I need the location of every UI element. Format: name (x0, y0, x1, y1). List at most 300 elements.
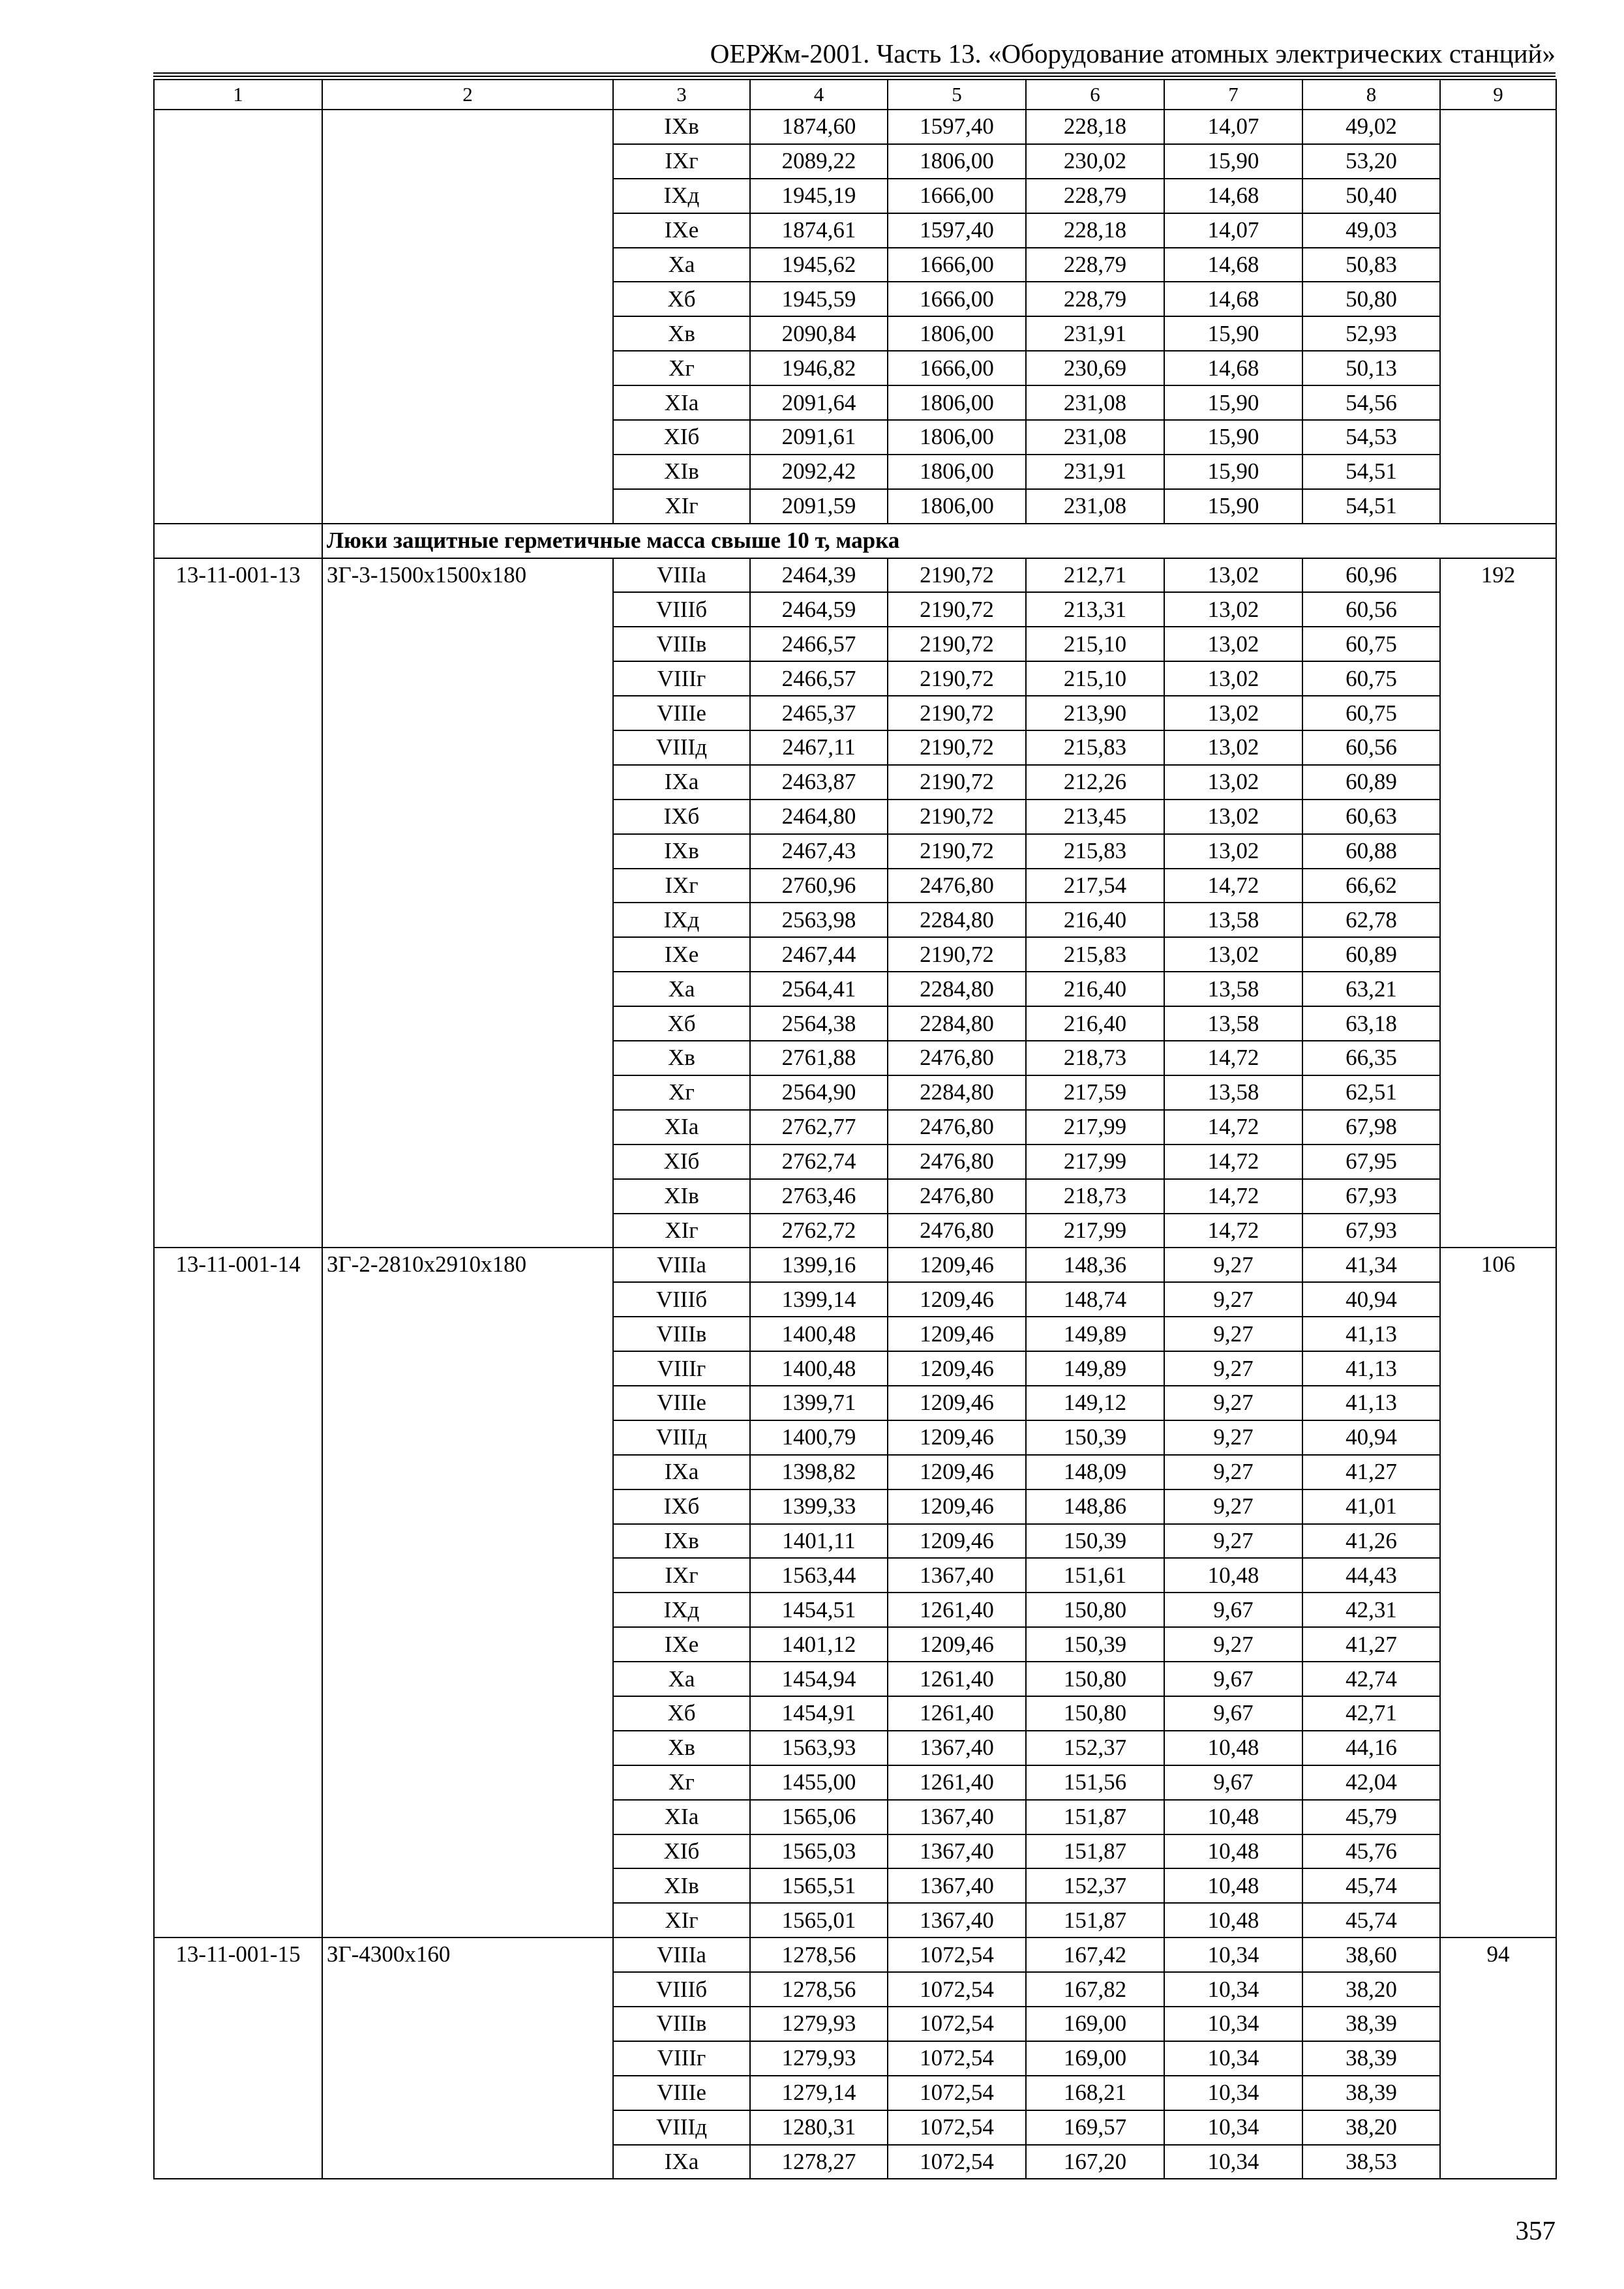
value-cell: 2760,96 (750, 869, 888, 903)
value-cell: 13,02 (1164, 558, 1302, 593)
value-cell: 13,02 (1164, 730, 1302, 765)
value-cell: 215,10 (1026, 661, 1164, 696)
value-cell: 150,80 (1026, 1662, 1164, 1696)
section-title-row (154, 524, 1556, 558)
value-cell: 1806,00 (888, 420, 1026, 455)
value-cell: 1454,51 (750, 1593, 888, 1627)
value-cell: 213,90 (1026, 696, 1164, 730)
value-cell: 10,48 (1164, 1834, 1302, 1869)
variant-cell: IXв (613, 834, 750, 869)
value-cell: 215,83 (1026, 834, 1164, 869)
variant-cell: VIIIа (613, 1248, 750, 1282)
variant-cell: Xг (613, 1075, 750, 1110)
variant-cell: VIIIб (613, 1282, 750, 1317)
table-row (154, 558, 1556, 593)
variant-cell: XIг (613, 489, 750, 524)
value-cell: 1563,93 (750, 1731, 888, 1765)
value-cell: 67,98 (1302, 1110, 1440, 1144)
item-code: 13-11-001-14 (154, 1248, 322, 1937)
value-cell: 1209,46 (888, 1351, 1026, 1386)
value-cell: 1280,31 (750, 2110, 888, 2145)
value-cell: 2762,72 (750, 1214, 888, 1248)
value-cell: 1279,93 (750, 2041, 888, 2076)
item-col9-value: 106 (1440, 1248, 1556, 1937)
variant-cell: XIб (613, 1144, 750, 1179)
value-cell: 1565,01 (750, 1903, 888, 1937)
value-cell: 215,10 (1026, 627, 1164, 661)
variant-cell: IXа (613, 1455, 750, 1489)
value-cell: 15,90 (1164, 489, 1302, 524)
value-cell: 1367,40 (888, 1868, 1026, 1903)
variant-cell: VIIIг (613, 661, 750, 696)
variant-cell: IXе (613, 213, 750, 248)
value-cell: 2190,72 (888, 730, 1026, 765)
variant-cell: VIIIг (613, 2041, 750, 2076)
value-cell: 1945,62 (750, 248, 888, 282)
value-cell: 2762,74 (750, 1144, 888, 1179)
value-cell: 14,72 (1164, 1144, 1302, 1179)
value-cell: 9,27 (1164, 1420, 1302, 1455)
variant-cell: Xг (613, 351, 750, 385)
page-header-title: ОЕРЖм-2001. Часть 13. «Оборудование атомных электрических станций» (710, 38, 1556, 68)
variant-cell: Xб (613, 282, 750, 316)
value-cell: 13,02 (1164, 800, 1302, 834)
value-cell: 38,20 (1302, 1972, 1440, 2007)
value-cell: 150,39 (1026, 1420, 1164, 1455)
column-number: 8 (1302, 80, 1440, 110)
variant-cell: VIIIд (613, 730, 750, 765)
value-cell: 217,59 (1026, 1075, 1164, 1110)
item-mark: ЗГ-4300х160 (322, 1937, 613, 2179)
col9-cell (1440, 110, 1556, 524)
variant-cell: IXг (613, 1558, 750, 1593)
value-cell: 2091,64 (750, 385, 888, 420)
value-cell: 50,13 (1302, 351, 1440, 385)
value-cell: 2284,80 (888, 972, 1026, 1006)
value-cell: 2190,72 (888, 627, 1026, 661)
value-cell: 13,02 (1164, 592, 1302, 627)
value-cell: 9,27 (1164, 1489, 1302, 1524)
variant-cell: XIв (613, 1868, 750, 1903)
value-cell: 53,20 (1302, 144, 1440, 179)
value-cell: 13,02 (1164, 627, 1302, 661)
item-code: 13-11-001-13 (154, 558, 322, 1248)
value-cell: 151,87 (1026, 1834, 1164, 1869)
value-cell: 38,60 (1302, 1937, 1440, 1972)
value-cell: 1367,40 (888, 1903, 1026, 1937)
value-cell: 2564,38 (750, 1006, 888, 1041)
value-cell: 41,26 (1302, 1524, 1440, 1559)
value-cell: 50,40 (1302, 179, 1440, 213)
value-cell: 2466,57 (750, 627, 888, 661)
value-cell: 1806,00 (888, 144, 1026, 179)
value-cell: 231,91 (1026, 455, 1164, 489)
value-cell: 45,79 (1302, 1800, 1440, 1834)
value-cell: 14,68 (1164, 179, 1302, 213)
value-cell: 150,80 (1026, 1593, 1164, 1627)
value-cell: 151,87 (1026, 1800, 1164, 1834)
variant-cell: XIа (613, 1110, 750, 1144)
variant-cell: IXе (613, 1627, 750, 1662)
value-cell: 1367,40 (888, 1800, 1026, 1834)
value-cell: 54,53 (1302, 420, 1440, 455)
value-cell: 1597,40 (888, 110, 1026, 144)
value-cell: 14,07 (1164, 110, 1302, 144)
value-cell: 13,02 (1164, 834, 1302, 869)
value-cell: 169,00 (1026, 2041, 1164, 2076)
value-cell: 228,79 (1026, 248, 1164, 282)
value-cell: 1261,40 (888, 1593, 1026, 1627)
value-cell: 45,74 (1302, 1868, 1440, 1903)
value-cell: 1367,40 (888, 1558, 1026, 1593)
variant-cell: XIа (613, 1800, 750, 1834)
value-cell: 45,74 (1302, 1903, 1440, 1937)
value-cell: 44,16 (1302, 1731, 1440, 1765)
value-cell: 9,27 (1164, 1351, 1302, 1386)
value-cell: 10,48 (1164, 1558, 1302, 1593)
value-cell: 1278,56 (750, 1972, 888, 2007)
column-number: 2 (322, 80, 613, 110)
variant-cell: IXг (613, 144, 750, 179)
value-cell: 2284,80 (888, 1006, 1026, 1041)
value-cell: 62,78 (1302, 903, 1440, 937)
variant-cell: IXг (613, 869, 750, 903)
value-cell: 10,48 (1164, 1731, 1302, 1765)
value-cell: 52,93 (1302, 316, 1440, 351)
value-cell: 66,35 (1302, 1041, 1440, 1075)
value-cell: 38,39 (1302, 2041, 1440, 2076)
value-cell: 66,62 (1302, 869, 1440, 903)
variant-cell: XIб (613, 420, 750, 455)
value-cell: 230,02 (1026, 144, 1164, 179)
value-cell: 152,37 (1026, 1731, 1164, 1765)
value-cell: 228,79 (1026, 282, 1164, 316)
value-cell: 38,20 (1302, 2110, 1440, 2145)
value-cell: 14,07 (1164, 213, 1302, 248)
value-cell: 228,79 (1026, 179, 1164, 213)
item-col9-value: 192 (1440, 558, 1556, 1248)
section-title: Люки защитные герметичные масса свыше 10 т, марка (322, 524, 1556, 558)
value-cell: 60,63 (1302, 800, 1440, 834)
value-cell: 2090,84 (750, 316, 888, 351)
value-cell: 1209,46 (888, 1386, 1026, 1420)
value-cell: 13,58 (1164, 1006, 1302, 1041)
value-cell: 2190,72 (888, 592, 1026, 627)
value-cell: 231,91 (1026, 316, 1164, 351)
value-cell: 45,76 (1302, 1834, 1440, 1869)
value-cell: 215,83 (1026, 937, 1164, 972)
value-cell: 15,90 (1164, 316, 1302, 351)
value-cell: 10,48 (1164, 1800, 1302, 1834)
value-cell: 213,45 (1026, 800, 1164, 834)
value-cell: 60,56 (1302, 730, 1440, 765)
value-cell: 42,31 (1302, 1593, 1440, 1627)
value-cell: 1209,46 (888, 1420, 1026, 1455)
value-cell: 44,43 (1302, 1558, 1440, 1593)
mark-cell (322, 110, 613, 524)
value-cell: 10,34 (1164, 2041, 1302, 2076)
variant-cell: VIIIе (613, 2076, 750, 2110)
variant-cell: Xа (613, 1662, 750, 1696)
value-cell: 10,34 (1164, 2076, 1302, 2110)
value-cell: 14,68 (1164, 282, 1302, 316)
value-cell: 10,48 (1164, 1903, 1302, 1937)
value-cell: 41,34 (1302, 1248, 1440, 1282)
variant-cell: VIIIа (613, 1937, 750, 1972)
value-cell: 217,99 (1026, 1214, 1164, 1248)
value-cell: 2190,72 (888, 696, 1026, 730)
item-code: 13-11-001-15 (154, 1937, 322, 2179)
variant-cell: Xа (613, 972, 750, 1006)
value-cell: 1400,48 (750, 1317, 888, 1351)
value-cell: 217,99 (1026, 1144, 1164, 1179)
value-cell: 60,89 (1302, 765, 1440, 800)
value-cell: 15,90 (1164, 385, 1302, 420)
variant-cell: IXв (613, 110, 750, 144)
value-cell: 1806,00 (888, 316, 1026, 351)
value-cell: 67,93 (1302, 1214, 1440, 1248)
value-cell: 217,54 (1026, 869, 1164, 903)
value-cell: 167,20 (1026, 2145, 1164, 2179)
value-cell: 2564,41 (750, 972, 888, 1006)
value-cell: 10,48 (1164, 1868, 1302, 1903)
value-cell: 1367,40 (888, 1834, 1026, 1869)
value-cell: 60,75 (1302, 627, 1440, 661)
variant-cell: IXв (613, 1524, 750, 1559)
value-cell: 1209,46 (888, 1248, 1026, 1282)
value-cell: 15,90 (1164, 455, 1302, 489)
column-number: 9 (1440, 80, 1556, 110)
value-cell: 1072,54 (888, 2076, 1026, 2110)
value-cell: 9,27 (1164, 1627, 1302, 1662)
value-cell: 1400,79 (750, 1420, 888, 1455)
value-cell: 1072,54 (888, 1972, 1026, 2007)
variant-cell: VIIIб (613, 592, 750, 627)
value-cell: 1401,12 (750, 1627, 888, 1662)
value-cell: 9,67 (1164, 1696, 1302, 1731)
variant-cell: VIIIе (613, 696, 750, 730)
value-cell: 1945,59 (750, 282, 888, 316)
variant-cell: VIIIа (613, 558, 750, 593)
value-cell: 41,13 (1302, 1386, 1440, 1420)
value-cell: 150,39 (1026, 1627, 1164, 1662)
value-cell: 9,67 (1164, 1593, 1302, 1627)
value-cell: 1209,46 (888, 1282, 1026, 1317)
value-cell: 2476,80 (888, 1041, 1026, 1075)
column-number: 6 (1026, 80, 1164, 110)
variant-cell: IXб (613, 1489, 750, 1524)
value-cell: 13,02 (1164, 937, 1302, 972)
value-cell: 230,69 (1026, 351, 1164, 385)
value-cell: 38,39 (1302, 2076, 1440, 2110)
value-cell: 60,89 (1302, 937, 1440, 972)
value-cell: 1806,00 (888, 455, 1026, 489)
variant-cell: IXд (613, 1593, 750, 1627)
value-cell: 148,09 (1026, 1455, 1164, 1489)
value-cell: 1279,14 (750, 2076, 888, 2110)
value-cell: 13,58 (1164, 1075, 1302, 1110)
value-cell: 10,34 (1164, 1972, 1302, 2007)
value-cell: 1565,03 (750, 1834, 888, 1869)
value-cell: 151,56 (1026, 1765, 1164, 1800)
value-cell: 41,27 (1302, 1455, 1440, 1489)
variant-cell: XIв (613, 1179, 750, 1214)
variant-cell: Xб (613, 1006, 750, 1041)
column-number: 1 (154, 80, 322, 110)
value-cell: 1563,44 (750, 1558, 888, 1593)
variant-cell: IXа (613, 2145, 750, 2179)
value-cell: 63,21 (1302, 972, 1440, 1006)
value-cell: 1565,51 (750, 1868, 888, 1903)
value-cell: 2465,37 (750, 696, 888, 730)
variant-cell: IXе (613, 937, 750, 972)
value-cell: 9,27 (1164, 1317, 1302, 1351)
value-cell: 1209,46 (888, 1317, 1026, 1351)
value-cell: 14,72 (1164, 1041, 1302, 1075)
value-cell: 2190,72 (888, 937, 1026, 972)
value-cell: 2563,98 (750, 903, 888, 937)
variant-cell: VIIIд (613, 2110, 750, 2145)
value-cell: 15,90 (1164, 144, 1302, 179)
variant-cell: Xб (613, 1696, 750, 1731)
value-cell: 9,27 (1164, 1282, 1302, 1317)
value-cell: 2476,80 (888, 1110, 1026, 1144)
variant-cell: VIIIг (613, 1351, 750, 1386)
value-cell: 54,51 (1302, 455, 1440, 489)
value-cell: 169,57 (1026, 2110, 1164, 2145)
value-cell: 2190,72 (888, 765, 1026, 800)
value-cell: 212,26 (1026, 765, 1164, 800)
variant-cell: XIб (613, 1834, 750, 1869)
value-cell: 1399,16 (750, 1248, 888, 1282)
item-mark: ЗГ-3-1500х1500х180 (322, 558, 613, 1248)
value-cell: 148,86 (1026, 1489, 1164, 1524)
value-cell: 10,34 (1164, 2145, 1302, 2179)
value-cell: 41,13 (1302, 1317, 1440, 1351)
variant-cell: IXд (613, 179, 750, 213)
value-cell: 41,27 (1302, 1627, 1440, 1662)
value-cell: 38,39 (1302, 2007, 1440, 2041)
value-cell: 1666,00 (888, 248, 1026, 282)
value-cell: 1874,60 (750, 110, 888, 144)
value-cell: 13,02 (1164, 696, 1302, 730)
value-cell: 1401,11 (750, 1524, 888, 1559)
value-cell: 60,56 (1302, 592, 1440, 627)
value-cell: 2091,61 (750, 420, 888, 455)
value-cell: 50,80 (1302, 282, 1440, 316)
value-cell: 1666,00 (888, 282, 1026, 316)
value-cell: 41,01 (1302, 1489, 1440, 1524)
value-cell: 13,02 (1164, 765, 1302, 800)
value-cell: 2467,43 (750, 834, 888, 869)
value-cell: 1666,00 (888, 351, 1026, 385)
value-cell: 49,03 (1302, 213, 1440, 248)
value-cell: 1209,46 (888, 1524, 1026, 1559)
value-cell: 2467,44 (750, 937, 888, 972)
column-number: 7 (1164, 80, 1302, 110)
value-cell: 149,89 (1026, 1317, 1164, 1351)
value-cell: 151,61 (1026, 1558, 1164, 1593)
value-cell: 2284,80 (888, 903, 1026, 937)
value-cell: 1072,54 (888, 2145, 1026, 2179)
variant-cell: XIг (613, 1903, 750, 1937)
value-cell: 228,18 (1026, 110, 1164, 144)
value-cell: 9,27 (1164, 1524, 1302, 1559)
variant-cell: Xа (613, 248, 750, 282)
value-cell: 218,73 (1026, 1041, 1164, 1075)
value-cell: 13,58 (1164, 972, 1302, 1006)
variant-cell: XIг (613, 1214, 750, 1248)
value-cell: 60,75 (1302, 696, 1440, 730)
variant-cell: VIIIе (613, 1386, 750, 1420)
value-cell: 9,67 (1164, 1765, 1302, 1800)
value-cell: 49,02 (1302, 110, 1440, 144)
value-cell: 218,73 (1026, 1179, 1164, 1214)
value-cell: 2476,80 (888, 1179, 1026, 1214)
variant-cell: VIIIв (613, 2007, 750, 2041)
value-cell: 2284,80 (888, 1075, 1026, 1110)
value-cell: 1072,54 (888, 2110, 1026, 2145)
value-cell: 15,90 (1164, 420, 1302, 455)
value-cell: 152,37 (1026, 1868, 1164, 1903)
value-cell: 9,67 (1164, 1662, 1302, 1696)
value-cell: 67,93 (1302, 1179, 1440, 1214)
item-col9-value: 94 (1440, 1937, 1556, 2179)
value-cell: 1278,27 (750, 2145, 888, 2179)
value-cell: 10,34 (1164, 2007, 1302, 2041)
item-mark: ЗГ-2-2810х2910х180 (322, 1248, 613, 1937)
value-cell: 2762,77 (750, 1110, 888, 1144)
variant-cell: VIIIд (613, 1420, 750, 1455)
value-cell: 1261,40 (888, 1765, 1026, 1800)
value-cell: 1209,46 (888, 1489, 1026, 1524)
value-cell: 2092,42 (750, 455, 888, 489)
value-cell: 14,72 (1164, 1179, 1302, 1214)
value-cell: 14,72 (1164, 1110, 1302, 1144)
value-cell: 62,51 (1302, 1075, 1440, 1110)
value-cell: 2190,72 (888, 558, 1026, 593)
value-cell: 38,53 (1302, 2145, 1440, 2179)
value-cell: 167,42 (1026, 1937, 1164, 1972)
value-cell: 2564,90 (750, 1075, 888, 1110)
value-cell: 1454,94 (750, 1662, 888, 1696)
value-cell: 2190,72 (888, 834, 1026, 869)
variant-cell: VIIIв (613, 1317, 750, 1351)
value-cell: 2476,80 (888, 869, 1026, 903)
value-cell: 1279,93 (750, 2007, 888, 2041)
value-cell: 216,40 (1026, 903, 1164, 937)
variant-cell: XIв (613, 455, 750, 489)
column-number: 4 (750, 80, 888, 110)
value-cell: 42,71 (1302, 1696, 1440, 1731)
value-cell: 1399,33 (750, 1489, 888, 1524)
value-cell: 1072,54 (888, 1937, 1026, 1972)
value-cell: 1261,40 (888, 1696, 1026, 1731)
code-cell (154, 110, 322, 524)
variant-cell: VIIIв (613, 627, 750, 661)
value-cell: 217,99 (1026, 1110, 1164, 1144)
value-cell: 10,34 (1164, 2110, 1302, 2145)
value-cell: 1399,71 (750, 1386, 888, 1420)
value-cell: 1597,40 (888, 213, 1026, 248)
value-cell: 1565,06 (750, 1800, 888, 1834)
value-cell: 150,80 (1026, 1696, 1164, 1731)
value-cell: 1072,54 (888, 2007, 1026, 2041)
value-cell: 1806,00 (888, 385, 1026, 420)
column-number-row (154, 80, 1556, 110)
value-cell: 2476,80 (888, 1144, 1026, 1179)
value-cell: 1946,82 (750, 351, 888, 385)
